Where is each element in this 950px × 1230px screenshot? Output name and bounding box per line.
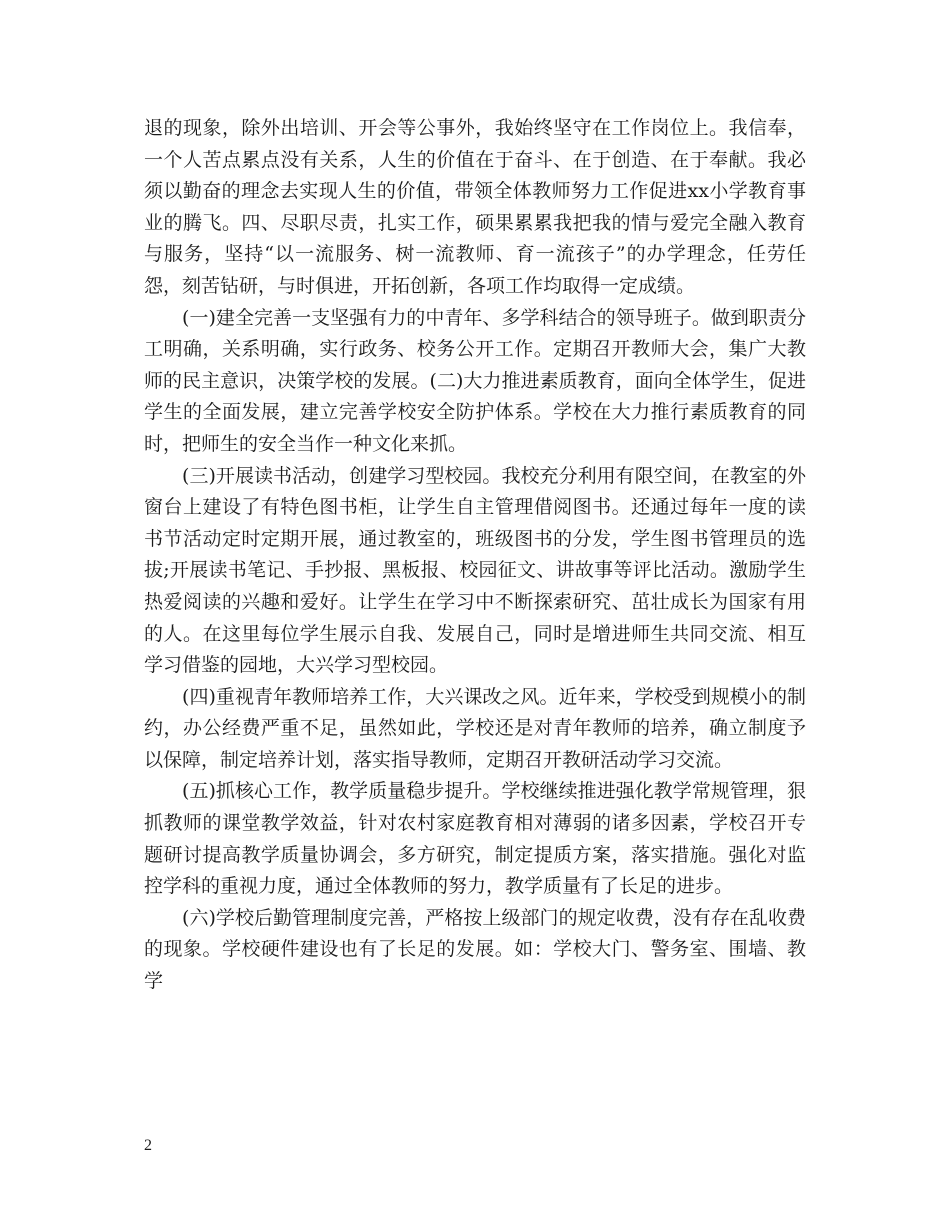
paragraph: (六)学校后勤管理制度完善，严格按上级部门的规定收费，没有存在乱收费的现象。学校硬件建设也有了长足的发展。如：学校大门、警务室、围墙、教学: [144, 906, 806, 993]
paragraph: 退的现象，除外出培训、开会等公事外，我始终坚守在工作岗位上。我信奉，一个人苦点累点没有关系，人生的价值在于奋斗、在于创造、在于奉献。我必须以勤奋的理念去实现人生的价值，带领全体教师努力工作促进xx小学教育事业的腾飞。四、尽职尽责，扎实工作，硕果累累我把我的情与爱完全融入教育与服务，坚持“以一流服务、树一流教师、育一流孩子”的办学理念，任劳任怨，刻苦钻研，与时俱进，开拓创新，各项工作均取得一定成绩。: [144, 117, 806, 297]
page-number: 2: [144, 1137, 152, 1154]
body-text: [144, 113, 806, 998]
paragraph: (四)重视青年教师培养工作，大兴课改之风。近年来，学校受到规模小的制约，办公经费严重不足，虽然如此，学校还是对青年教师的培养，确立制度予以保障，制定培养计划，落实指导教师，定期召开教研活动学习交流。: [144, 685, 806, 771]
paragraph: (一)建全完善一支坚强有力的中青年、多学科结合的领导班子。做到职责分工明确，关系明确，实行政务、校务公开工作。定期召开教师大会，集广大教师的民主意识，决策学校的发展。(二)大力推进素质教育，面向全体学生，促进学生的全面发展，建立完善学校安全防护体系。学校在大力推行素质教育的同时，把师生的安全当作一种文化来抓。: [144, 306, 806, 455]
paragraph: (五)抓核心工作，教学质量稳步提升。学校继续推进强化教学常规管理，狠抓教师的课堂教学效益，针对农村家庭教育相对薄弱的诸多因素，学校召开专题研讨提高教学质量协调会，多方研究，制定提质方案，落实措施。强化对监控学科的重视力度，通过全体教师的努力，教学质量有了长足的进步。: [144, 780, 806, 898]
paragraph: (三)开展读书活动，创建学习型校园。我校充分利用有限空间，在教室的外窗台上建设了有特色图书柜，让学生自主管理借阅图书。还通过每年一度的读书节活动定时定期开展，通过教室的，班级图书的分发，学生图书管理员的选拔;开展读书笔记、手抄报、黑板报、校园征文、讲故事等评比活动。激励学生热爱阅读的兴趣和爱好。让学生在学习中不断探索研究、茁壮成长为国家有用的人。在这里每位学生展示自我、发展自己，同时是增进师生共同交流、相互学习借鉴的园地，大兴学习型校园。: [144, 464, 806, 677]
